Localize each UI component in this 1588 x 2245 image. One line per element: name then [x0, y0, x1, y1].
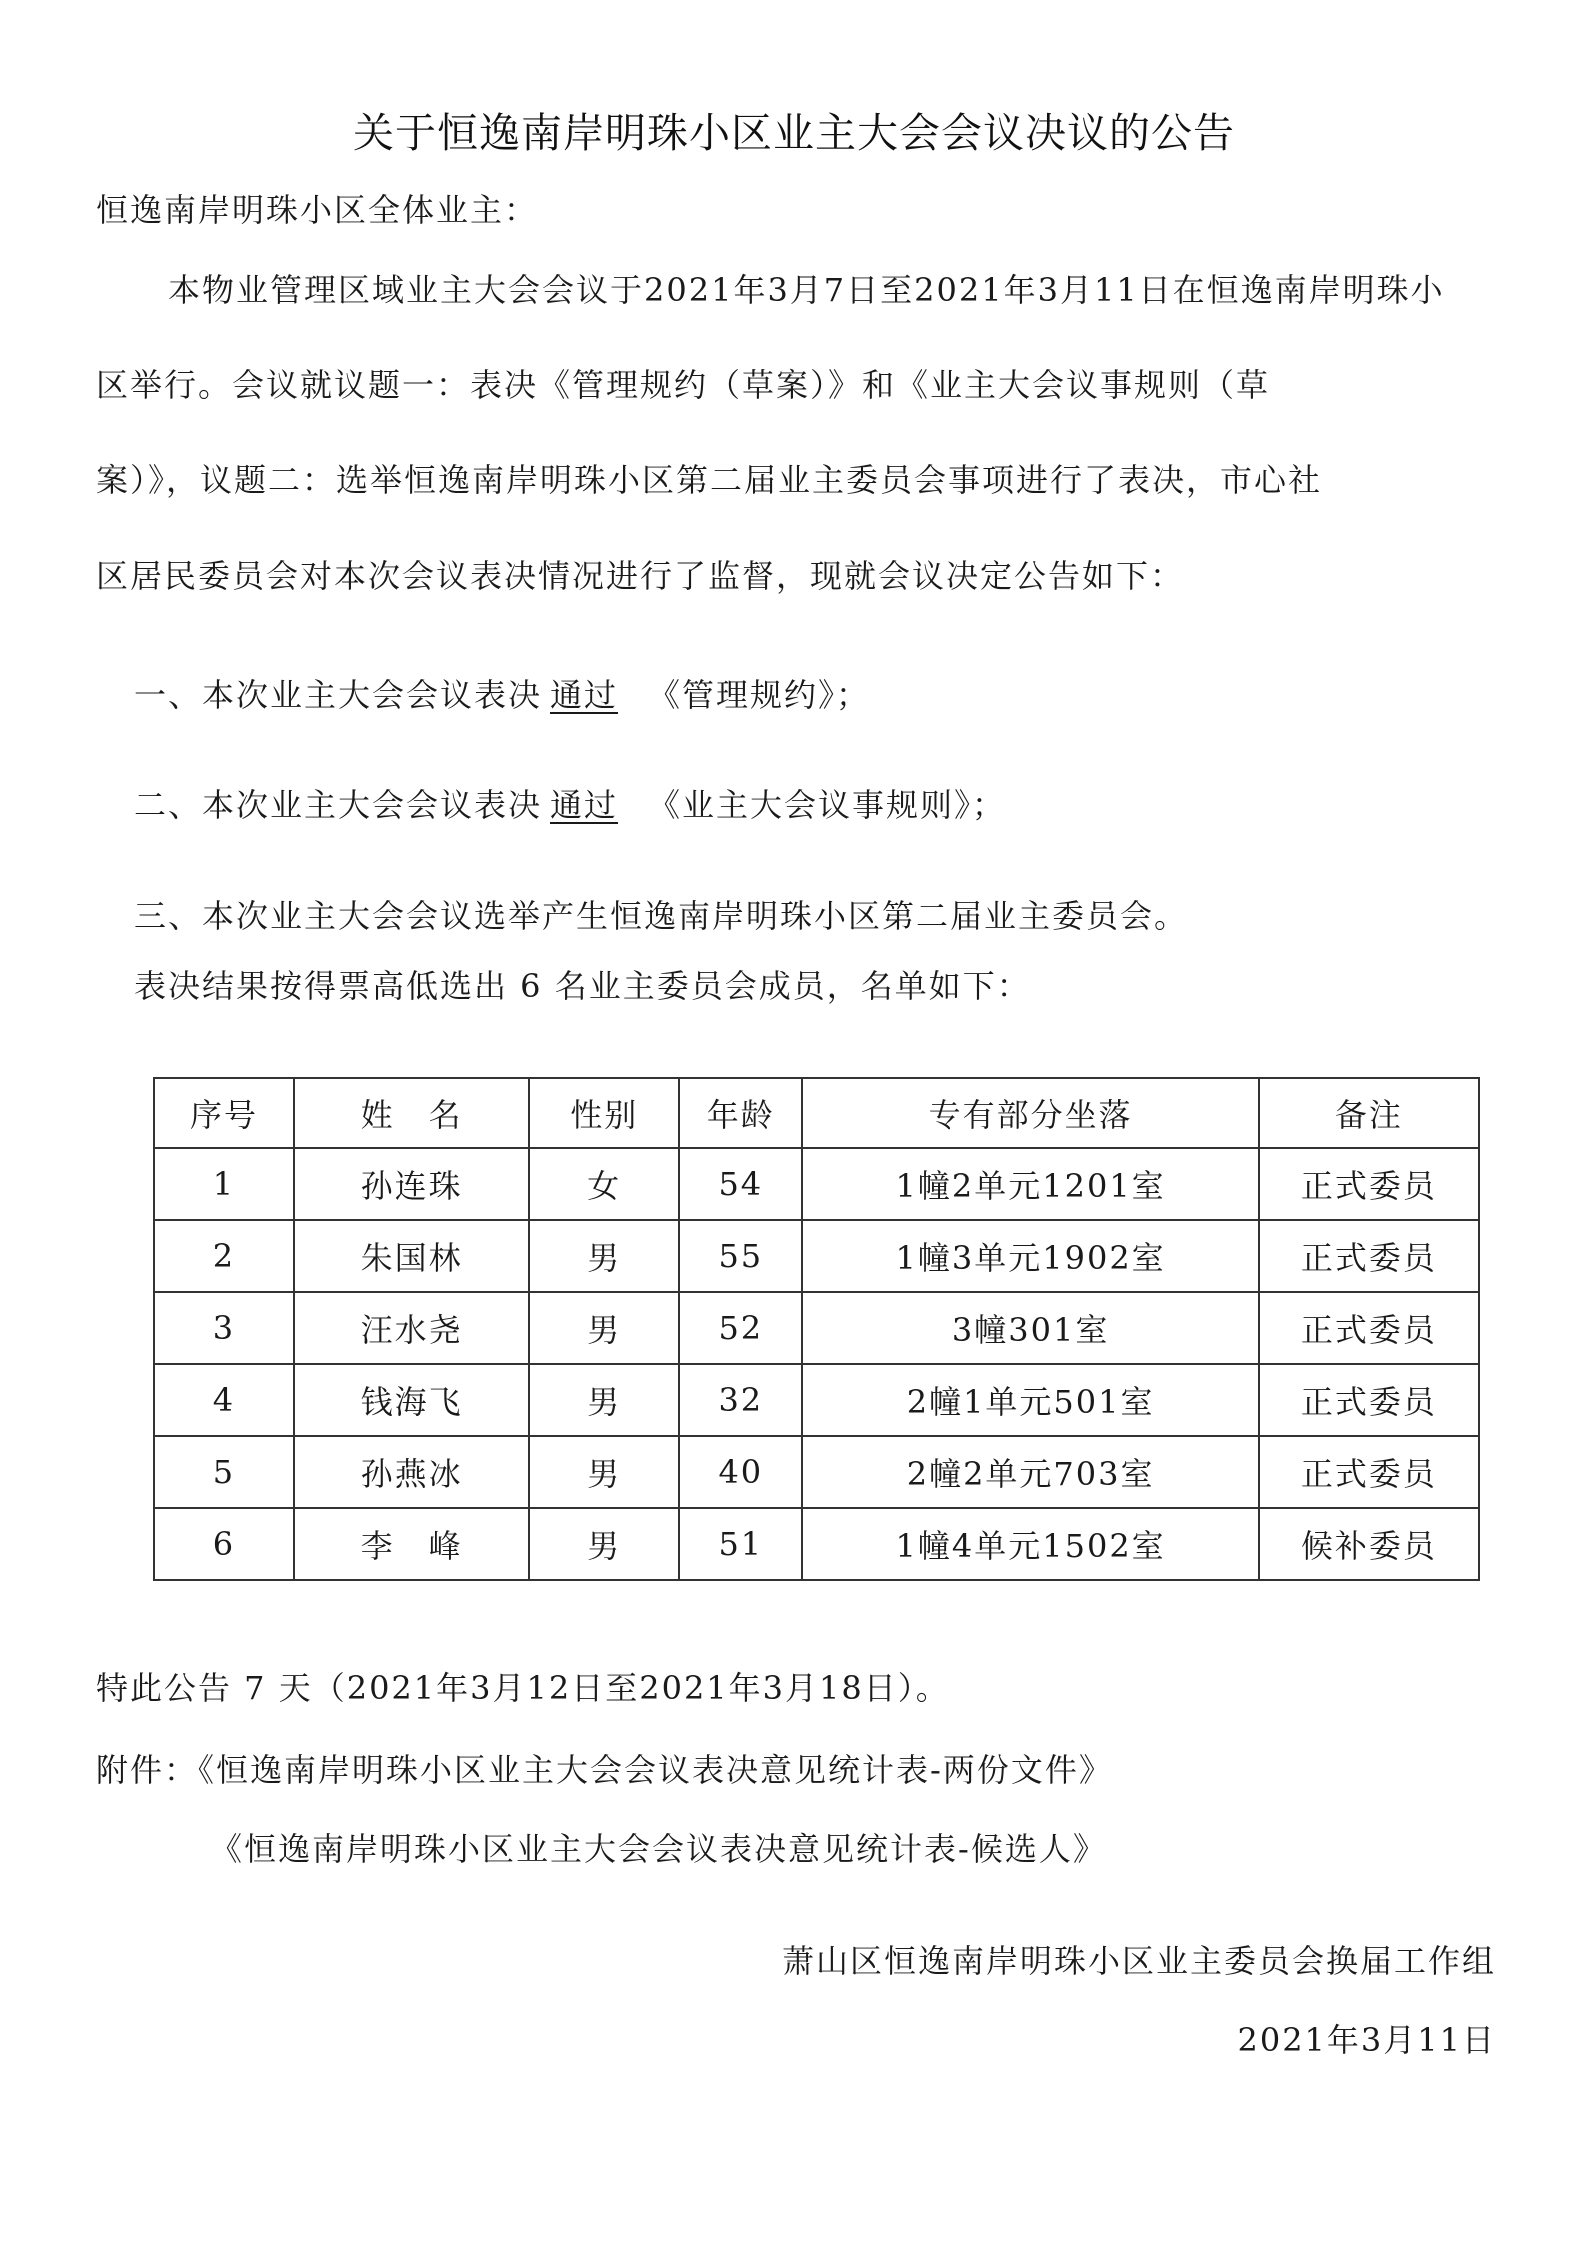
cell-index: 2	[154, 1220, 294, 1292]
cell-location: 1幢4单元1502室	[802, 1508, 1258, 1580]
cell-gender: 女	[529, 1148, 679, 1220]
paragraph-line: 案）》，议题二：选举恒逸南岸明珠小区第二届业主委员会事项进行了表决，市心社	[96, 461, 1323, 499]
resolution-result: 通过	[550, 786, 619, 824]
column-header-name: 姓 名	[294, 1078, 529, 1148]
cell-remark: 正式委员	[1259, 1148, 1479, 1220]
cell-age: 40	[679, 1436, 802, 1508]
resolution-suffix: 《管理规约》；	[648, 676, 871, 714]
cell-age: 54	[679, 1148, 802, 1220]
table-row	[154, 1292, 1479, 1364]
cell-age: 32	[679, 1364, 802, 1436]
resolution-prefix: 二、本次业主大会会议表决	[134, 786, 543, 824]
column-header-index: 序号	[154, 1078, 294, 1148]
cell-location: 2幢1单元501室	[802, 1364, 1258, 1436]
cell-age: 51	[679, 1508, 802, 1580]
attachments-line	[96, 1750, 1113, 1790]
resolution-2	[134, 785, 1006, 825]
issuer-signature: 萧山区恒逸南岸明珠小区业主委员会换届工作组	[781, 1942, 1496, 1980]
cell-remark: 正式委员	[1259, 1364, 1479, 1436]
cell-index: 3	[154, 1292, 294, 1364]
resolution-result: 通过	[550, 676, 619, 714]
cell-remark: 正式委员	[1259, 1292, 1479, 1364]
cell-location: 1幢3单元1902室	[802, 1220, 1258, 1292]
cell-location: 1幢2单元1201室	[802, 1148, 1258, 1220]
cell-gender: 男	[529, 1292, 679, 1364]
paragraph-line: 区居民委员会对本次会议表决情况进行了监督，现就会议决定公告如下：	[96, 557, 1185, 595]
cell-gender: 男	[529, 1508, 679, 1580]
cell-gender: 男	[529, 1364, 679, 1436]
table-row	[154, 1220, 1479, 1292]
paragraph-line: 区举行。会议就议题一：表决《管理规约（草案）》和《业主大会议事规则（草	[96, 366, 1271, 404]
cell-name: 钱海飞	[294, 1364, 529, 1436]
attachments-label: 附件：	[96, 1751, 199, 1789]
table-row	[154, 1436, 1479, 1508]
cell-location: 2幢2单元703室	[802, 1436, 1258, 1508]
resolution-prefix: 一、本次业主大会会议表决	[134, 676, 543, 714]
issue-date: 2021年3月11日	[1237, 2021, 1496, 2059]
column-header-remark: 备注	[1259, 1078, 1479, 1148]
column-header-gender: 性别	[529, 1078, 679, 1148]
cell-name: 孙燕冰	[294, 1436, 529, 1508]
column-header-location: 专有部分坐落	[802, 1078, 1258, 1148]
cell-index: 5	[154, 1436, 294, 1508]
cell-name: 朱国林	[294, 1220, 529, 1292]
table-row	[154, 1508, 1479, 1580]
cell-remark: 正式委员	[1259, 1436, 1479, 1508]
resolution-1	[134, 675, 870, 715]
cell-name: 李 峰	[294, 1508, 529, 1580]
members-table	[153, 1077, 1480, 1581]
cell-location: 3幢301室	[802, 1292, 1258, 1364]
cell-index: 4	[154, 1364, 294, 1436]
table-row	[154, 1364, 1479, 1436]
resolution-suffix: 《业主大会议事规则》；	[648, 786, 1007, 824]
page-title: 关于恒逸南岸明珠小区业主大会会议决议的公告	[353, 109, 1235, 157]
election-note: 表决结果按得票高低选出 6 名业主委员会成员，名单如下：	[134, 967, 1031, 1005]
cell-index: 6	[154, 1508, 294, 1580]
cell-name: 孙连珠	[294, 1148, 529, 1220]
cell-age: 52	[679, 1292, 802, 1364]
cell-remark: 正式委员	[1259, 1220, 1479, 1292]
table-row	[154, 1148, 1479, 1220]
cell-gender: 男	[529, 1436, 679, 1508]
table-header-row	[154, 1078, 1479, 1148]
notice-period: 特此公告 7 天（2021年3月12日至2021年3月18日）。	[96, 1669, 950, 1707]
salutation: 恒逸南岸明珠小区全体业主：	[96, 191, 539, 229]
cell-age: 55	[679, 1220, 802, 1292]
paragraph-line: 本物业管理区域业主大会会议于2021年3月7日至2021年3月11日在恒逸南岸明珠小	[168, 271, 1445, 309]
cell-index: 1	[154, 1148, 294, 1220]
column-header-age: 年龄	[679, 1078, 802, 1148]
attachment-item: 《恒逸南岸明珠小区业主大会会议表决意见统计表-两份文件》	[198, 1751, 1113, 1789]
cell-remark: 候补委员	[1259, 1508, 1479, 1580]
resolution-3: 三、本次业主大会会议选举产生恒逸南岸明珠小区第二届业主委员会。	[134, 897, 1189, 935]
cell-name: 汪水尧	[294, 1292, 529, 1364]
attachment-item: 《恒逸南岸明珠小区业主大会会议表决意见统计表-候选人》	[210, 1830, 1107, 1868]
cell-gender: 男	[529, 1220, 679, 1292]
